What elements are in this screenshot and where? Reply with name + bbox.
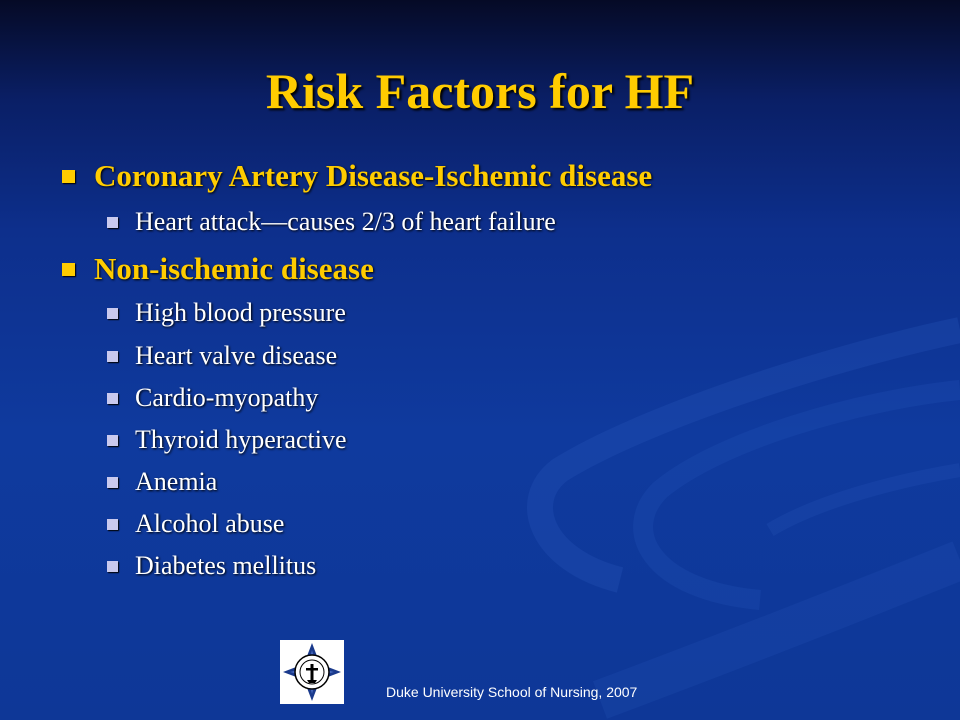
bullet-text: Coronary Artery Disease-Ischemic disease [94,158,653,193]
slide-title: Risk Factors for HF [265,63,695,119]
sub-bullet-square-icon [107,308,118,319]
sub-bullet-text: Cardio-myopathy [135,383,319,412]
sub-bullet-text: High blood pressure [135,298,346,327]
sub-bullet-item [107,423,347,457]
sub-bullet-square-icon [107,477,118,488]
sub-bullet-item [107,296,346,330]
bullet-text: Non-ischemic disease [94,251,374,286]
bullet-item [62,249,374,289]
sub-bullet-text: Heart valve disease [135,341,338,370]
bullet-square-icon [62,170,75,183]
sub-bullet-item [107,465,217,499]
sub-bullet-text: Diabetes mellitus [135,551,317,580]
sub-bullet-item [107,507,284,541]
sub-bullet-square-icon [107,351,118,362]
sub-bullet-item [107,381,318,415]
sub-bullet-text: Alcohol abuse [135,509,285,538]
sub-bullet-square-icon [107,519,118,530]
sub-bullet-item [107,549,316,583]
sub-bullet-item [107,205,556,239]
sub-bullet-square-icon [107,435,118,446]
sub-bullet-square-icon [107,561,118,572]
sub-bullet-text: Thyroid hyperactive [135,425,347,454]
bullet-item [62,156,652,196]
sub-bullet-square-icon [107,393,118,404]
bullet-square-icon [62,263,75,276]
duke-nursing-seal-icon [280,640,344,704]
sub-bullet-text: Anemia [135,467,218,496]
sub-bullet-item [107,339,337,373]
footer-text: Duke University School of Nursing, 2007 [386,684,638,700]
sub-bullet-text: Heart attack—causes 2/3 of heart failure [135,207,556,236]
sub-bullet-square-icon [107,217,118,228]
seal-graphic [280,640,344,704]
